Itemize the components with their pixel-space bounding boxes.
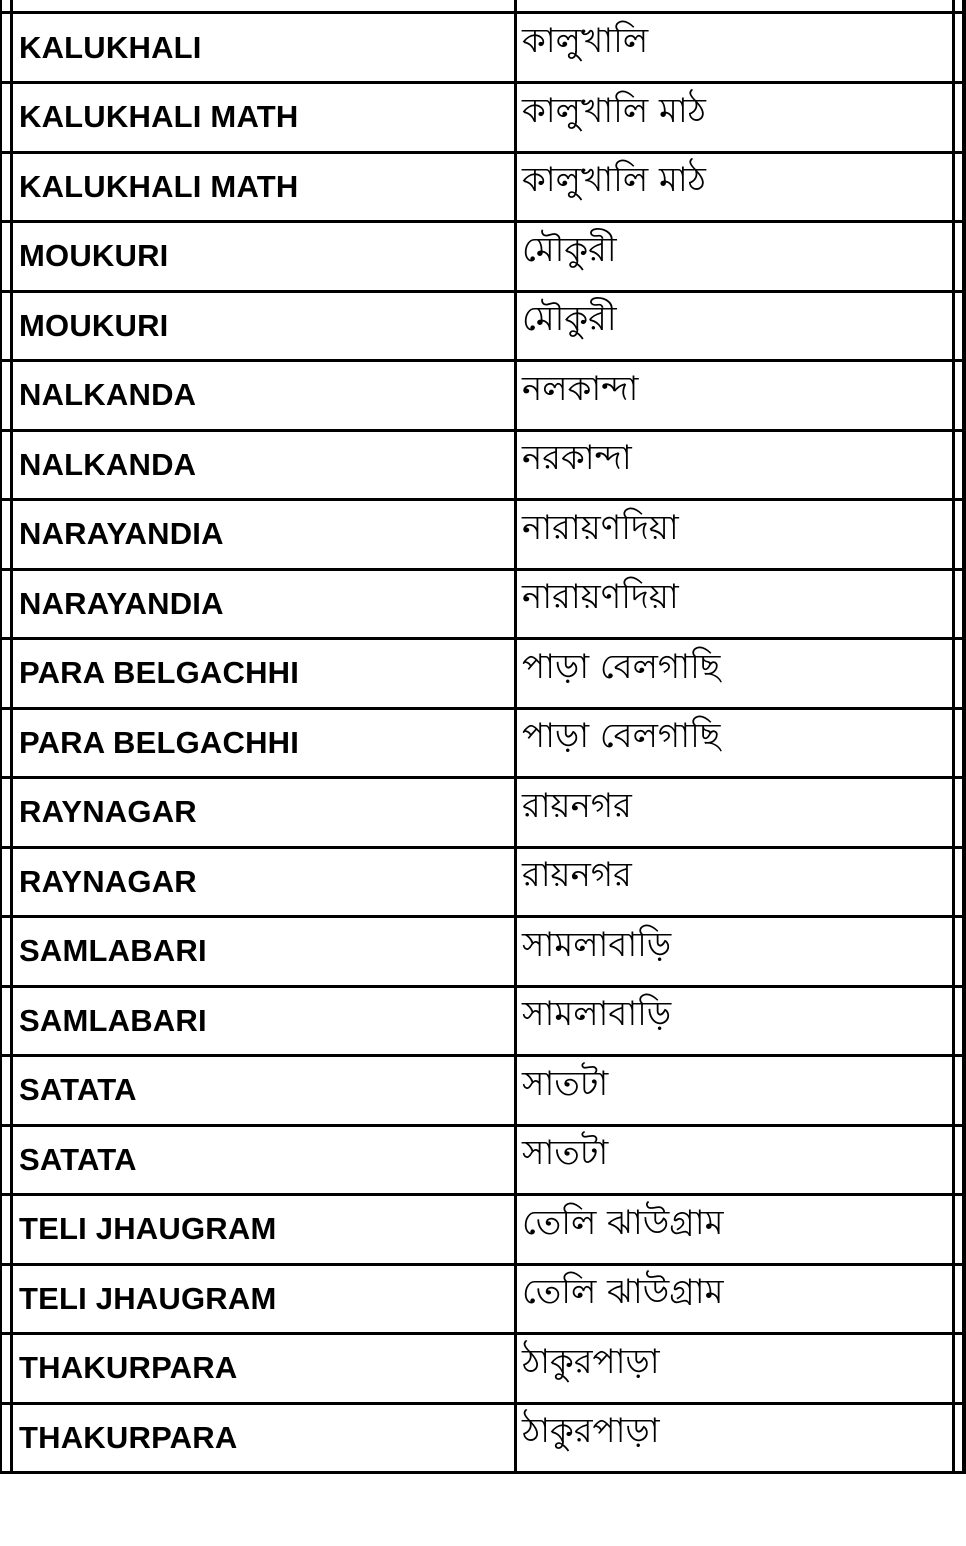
english-name-cell: KALUKHALI MATH — [19, 99, 299, 135]
table-row — [0, 430, 966, 500]
bengali-name-cell: মৌকুরী — [522, 229, 617, 270]
english-name-cell: SAMLABARI — [19, 1002, 207, 1038]
bengali-name-cell: নলকান্দা — [522, 368, 639, 409]
bengali-name-cell: তেলি ঝাউগ্রাম — [522, 1272, 724, 1313]
english-name-cell: RAYNAGAR — [19, 863, 197, 899]
bengali-name-cell: কালুখালি মাঠ — [522, 90, 706, 131]
table-row — [0, 152, 966, 222]
table-row — [0, 500, 966, 570]
bengali-name-cell: নরকান্দা — [522, 438, 632, 479]
english-name-cell: PARA BELGACHHI — [19, 724, 300, 760]
bengali-name-cell: ঠাকুরপাড়া — [522, 1411, 660, 1452]
bengali-name-cell: সামলাবাড়ি — [522, 994, 672, 1035]
english-name-cell: KALUKHALI MATH — [19, 168, 299, 204]
bengali-name-cell: তেলি ঝাউগ্রাম — [522, 1202, 724, 1243]
table-body — [0, 13, 966, 1473]
english-name-cell: TELI JHAUGRAM — [19, 1280, 277, 1316]
table-row — [0, 1195, 966, 1265]
bengali-name-cell: ঠাকুরপাড়া — [522, 1341, 660, 1382]
table-row — [0, 83, 966, 153]
bengali-name-cell: রায়নগর — [522, 855, 632, 896]
table-row — [0, 986, 966, 1056]
bengali-name-cell: কালুখালি — [522, 21, 649, 62]
english-name-cell: MOUKURI — [19, 307, 169, 343]
english-name-cell: NARAYANDIA — [19, 516, 224, 552]
english-name-cell: NALKANDA — [19, 377, 197, 413]
table-row — [0, 917, 966, 987]
bengali-name-cell: পাড়া বেলগাছি — [522, 646, 721, 687]
bengali-name-cell: সামলাবাড়ি — [522, 924, 672, 965]
table-row — [0, 639, 966, 709]
bengali-name-cell: সাতটা — [522, 1063, 609, 1104]
table-row — [0, 569, 966, 639]
bengali-name-cell: নারায়ণদিয়া — [522, 507, 679, 548]
table-row — [0, 361, 966, 431]
table-row — [0, 847, 966, 917]
table-row — [0, 1403, 966, 1473]
table-row — [0, 222, 966, 292]
english-name-cell: THAKURPARA — [19, 1419, 238, 1455]
english-name-cell: KALUKHALI — [19, 29, 202, 65]
english-name-cell: TELI JHAUGRAM — [19, 1211, 277, 1247]
table-row — [0, 1125, 966, 1195]
table-row — [0, 1056, 966, 1126]
bengali-name-cell: রায়নগর — [522, 785, 632, 826]
english-name-cell: PARA BELGACHHI — [19, 655, 300, 691]
english-name-cell: SATATA — [19, 1141, 137, 1177]
bengali-name-cell: পাড়া বেলগাছি — [522, 716, 721, 757]
english-name-cell: THAKURPARA — [19, 1350, 238, 1386]
table-row — [0, 778, 966, 848]
english-name-cell: NALKANDA — [19, 446, 197, 482]
bengali-name-cell: মৌকুরী — [522, 299, 617, 340]
english-name-cell: RAYNAGAR — [19, 794, 197, 830]
english-name-cell: SATATA — [19, 1072, 137, 1108]
table-row — [0, 1334, 966, 1404]
bengali-name-cell: সাতটা — [522, 1133, 609, 1174]
english-name-cell: MOUKURI — [19, 238, 169, 274]
table-row — [0, 708, 966, 778]
bengali-name-cell: কালুখালি মাঠ — [522, 160, 706, 201]
bengali-name-cell: নারায়ণদিয়া — [522, 577, 679, 618]
english-name-cell: NARAYANDIA — [19, 585, 224, 621]
table-row — [0, 1264, 966, 1334]
table-row — [0, 291, 966, 361]
table-row — [0, 13, 966, 83]
english-name-cell: SAMLABARI — [19, 933, 207, 969]
